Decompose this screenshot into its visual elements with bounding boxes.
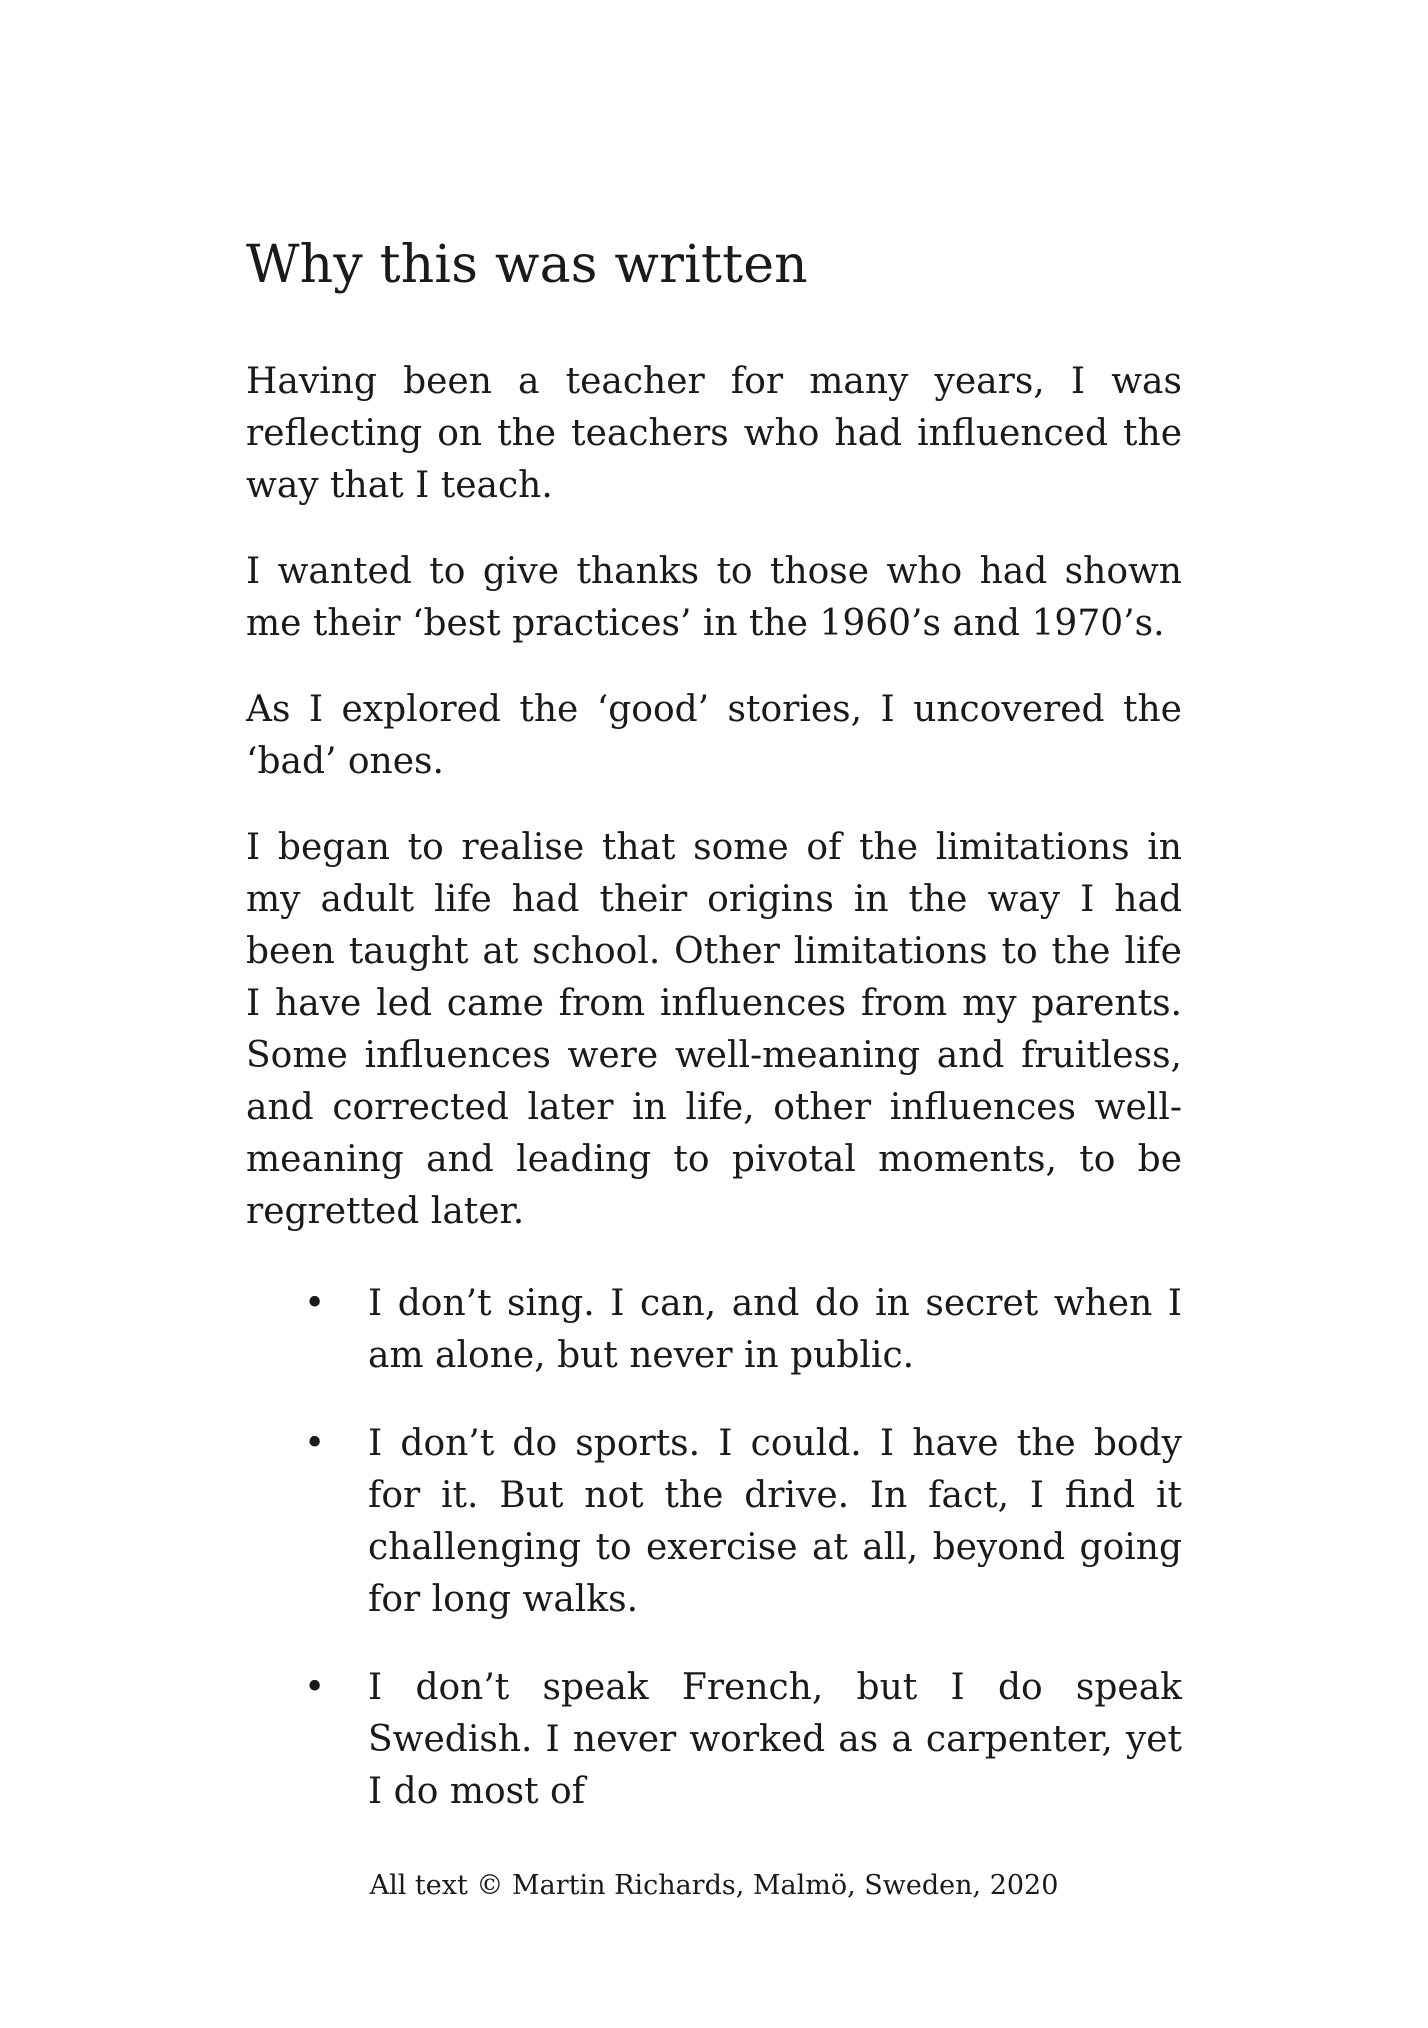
paragraph-3: As I explored the ‘good’ stories, I uncovered the ‘bad’ ones.	[246, 688, 1182, 782]
paragraph-1: Having been a teacher for many years, I was reflecting on the teachers who had influenced the way that I teach.	[246, 360, 1182, 506]
paragraph-4: I began to realise that some of the limitations in my adult life had their origins in the way I had been taught at school. Other limitations to the life I have led came from influences from my parents. Some influences were well-meaning and fruitless, and corrected later in life, other influences well-meaning and leading to pivotal moments, to be regretted later.	[246, 826, 1182, 1232]
bullet-icon: •	[304, 1282, 326, 1324]
bullet-icon: •	[304, 1666, 326, 1708]
list-item-text: I don’t sing. I can, and do in secret when I am alone, but never in public.	[368, 1282, 1182, 1376]
page-content	[246, 236, 1182, 1854]
bullet-list	[246, 1278, 1182, 1818]
list-item-text: I don’t do sports. I could. I have the body for it. But not the drive. In fact, I find it challenging to exercise at all, beyond going for long walks.	[368, 1422, 1182, 1620]
paragraph-2: I wanted to give thanks to those who had shown me their ‘best practices’ in the 1960’s and 1970’s.	[246, 550, 1182, 644]
list-item	[246, 1418, 1182, 1626]
list-item	[246, 1662, 1182, 1818]
page-title: Why this was written	[246, 235, 808, 295]
bullet-icon: •	[304, 1422, 326, 1464]
list-item	[246, 1278, 1182, 1382]
list-item-text: I don’t speak French, but I do speak Swedish. I never worked as a carpenter, yet I do most of	[368, 1666, 1182, 1812]
copyright-footer: All text © Martin Richards, Malmö, Sweden, 2020	[369, 1870, 1059, 1901]
